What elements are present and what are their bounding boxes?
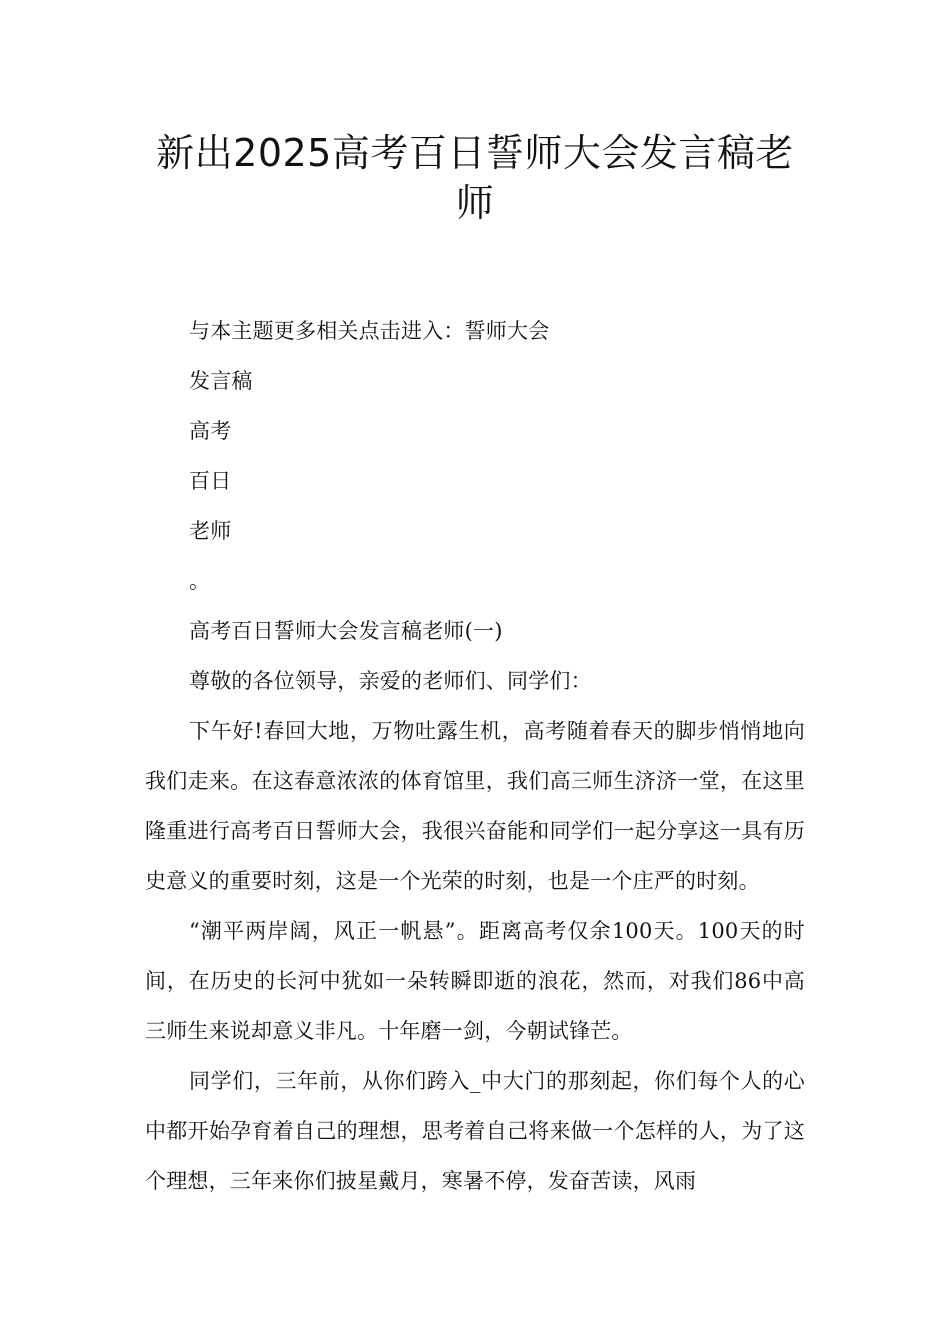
title-line-2: 师: [455, 181, 495, 225]
keyword-paragraph: 百日: [189, 469, 232, 493]
document-title: [145, 128, 805, 228]
salutation-paragraph: 尊敬的各位领导，亲爱的老师们、同学们：: [189, 669, 592, 693]
body-paragraph: “潮平两岸阔，风正一帆悬”。距离高考仅余100天。100天的时间，在历史的长河中犹如一朵转瞬即逝的浪花，然而，对我们86中高三师生来说却意义非凡。十年磨一剑，今朝试锋芒。: [145, 919, 805, 1043]
title-line-1: 新出2025高考百日誓师大会发言稿老: [156, 131, 794, 175]
body-paragraph: 同学们，三年前，从你们跨入_中大门的那刻起，你们每个人的心中都开始孕育着自己的理想，思考着自己将来做一个怎样的人，为了这个理想，三年来你们披星戴月，寒暑不停，发奋苦读，风雨: [145, 1069, 805, 1193]
period-paragraph: 。: [189, 569, 211, 593]
keyword-paragraph: 发言稿: [189, 369, 253, 393]
body-paragraph: 下午好!春回大地，万物吐露生机，高考随着春天的脚步悄悄地向我们走来。在这春意浓浓的体育馆里，我们高三师生济济一堂，在这里隆重进行高考百日誓师大会，我很兴奋能和同学们一起分享这一具有历史意义的重要时刻，这是一个光荣的时刻，也是一个庄严的时刻。: [145, 719, 805, 893]
related-topics-paragraph: 与本主题更多相关点击进入：誓师大会: [189, 319, 550, 343]
keyword-paragraph: 高考: [189, 419, 232, 443]
section-heading: 高考百日誓师大会发言稿老师(一): [189, 619, 503, 643]
keyword-paragraph: 老师: [189, 519, 232, 543]
